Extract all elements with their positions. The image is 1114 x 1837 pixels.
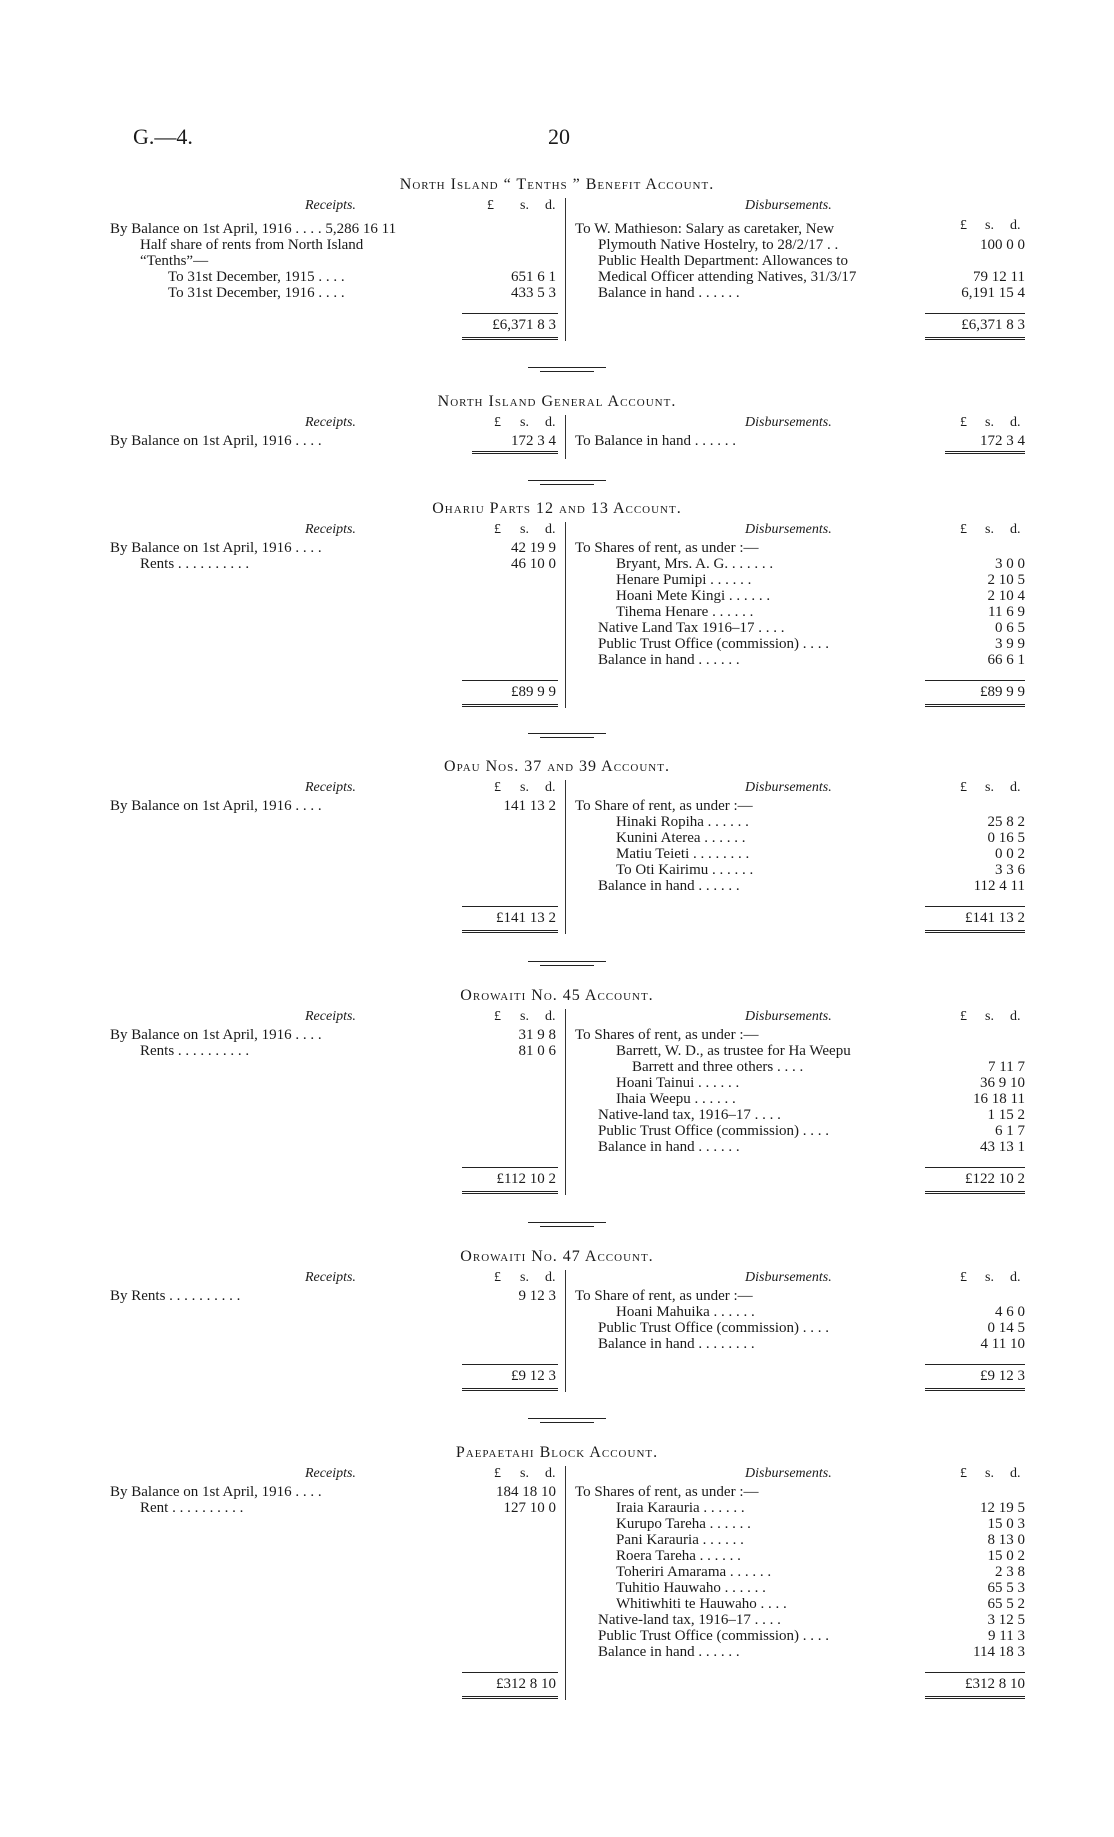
receipt-amount: 81 0 6 <box>518 1043 556 1059</box>
disbursements-money-head: d. <box>1010 415 1021 430</box>
receipts-total-double-rule <box>462 337 558 340</box>
disbursement-amount: 4 11 10 <box>980 1336 1025 1352</box>
disbursement-entry: To W. Mathieson: Salary as caretaker, New <box>575 221 835 237</box>
disbursement-entry: Plymouth Native Hostelry, to 28/2/17 . . <box>598 237 839 253</box>
disbursement-amount: 0 0 2 <box>995 846 1025 862</box>
receipt-amount: 127 10 0 <box>503 1500 556 1516</box>
disbursement-amount: 3 3 6 <box>995 862 1025 878</box>
disbursements-money-head: s. <box>985 522 994 537</box>
disbursement-amount: 11 6 9 <box>988 604 1025 620</box>
disbursement-entry: To Balance in hand . . . . . . <box>575 433 736 449</box>
disbursement-entry: To Shares of rent, as under :— <box>575 1484 759 1500</box>
disbursements-heading: Disbursements. <box>745 522 832 537</box>
disbursement-entry: Balance in hand . . . . . . <box>598 1644 740 1660</box>
disbursement-amount: 0 16 5 <box>987 830 1025 846</box>
disbursements-money-head: d. <box>1010 780 1021 795</box>
receipt-entry: By Balance on 1st April, 1916 . . . . <box>110 798 322 814</box>
disbursement-amount: 79 12 11 <box>973 269 1025 285</box>
column-divider <box>565 198 566 341</box>
receipt-amount: 172 3 4 <box>511 433 556 449</box>
receipt-entry: To 31st December, 1916 . . . . <box>168 285 345 301</box>
disbursements-heading: Disbursements. <box>745 415 832 430</box>
disbursement-entry: Tihema Henare . . . . . . <box>616 604 754 620</box>
receipt-entry: By Balance on 1st April, 1916 . . . . <box>110 540 322 556</box>
receipts-money-head: £ <box>494 415 501 430</box>
disbursement-entry: Pani Karauria . . . . . . <box>616 1532 744 1548</box>
disbursement-entry: Tuhitio Hauwaho . . . . . . <box>616 1580 766 1596</box>
disbursements-total-rule <box>925 680 1025 681</box>
receipts-money-head: d. <box>545 522 556 537</box>
receipts-total-double-rule <box>462 1696 558 1699</box>
disbursements-money-head: £ <box>960 1466 967 1481</box>
disbursement-entry: Barrett, W. D., as trustee for Ha Weepu <box>616 1043 851 1059</box>
receipts-money-head: s. <box>520 1009 529 1024</box>
receipts-total: £6,371 8 3 <box>492 317 556 333</box>
disbursement-amount: 25 8 2 <box>987 814 1025 830</box>
account-title: North Island General Account. <box>437 393 677 410</box>
receipts-money-head: d. <box>545 198 556 213</box>
receipts-money-head: s. <box>520 415 529 430</box>
column-divider <box>565 415 566 459</box>
disbursements-money-head: d. <box>1010 1270 1021 1285</box>
disbursement-amount: 12 19 5 <box>980 1500 1025 1516</box>
receipts-heading: Receipts. <box>305 1466 356 1481</box>
section-separator-short <box>540 484 594 485</box>
receipts-heading: Receipts. <box>305 522 356 537</box>
disbursements-total-double-rule <box>925 704 1025 707</box>
disbursement-amount: 65 5 3 <box>987 1580 1025 1596</box>
disbursements-heading: Disbursements. <box>745 1009 832 1024</box>
disbursement-amount: 2 3 8 <box>995 1564 1025 1580</box>
receipts-total-rule <box>462 906 558 907</box>
disbursements-heading: Disbursements. <box>745 780 832 795</box>
section-separator <box>528 1222 606 1223</box>
disbursement-amount: 112 4 11 <box>973 878 1025 894</box>
disbursements-total: £122 10 2 <box>965 1171 1025 1187</box>
section-separator <box>528 480 606 481</box>
disbursement-amount: 3 12 5 <box>987 1612 1025 1628</box>
disbursements-heading: Disbursements. <box>745 1270 832 1285</box>
disbursement-entry: Balance in hand . . . . . . <box>598 1139 740 1155</box>
section-separator <box>528 1418 606 1419</box>
receipt-entry: Half share of rents from North Island <box>140 237 364 253</box>
disbursement-amount: 0 14 5 <box>987 1320 1025 1336</box>
receipt-amount: 184 18 10 <box>496 1484 556 1500</box>
section-separator <box>528 733 606 734</box>
receipts-total: £312 8 10 <box>496 1676 556 1692</box>
receipts-total-double-rule <box>462 704 558 707</box>
receipt-entry: By Balance on 1st April, 1916 . . . . <box>110 1027 322 1043</box>
disbursements-total: £9 12 3 <box>980 1368 1025 1384</box>
disbursements-total-rule <box>925 1364 1025 1365</box>
receipt-entry: Rents . . . . . . . . . . <box>140 556 250 572</box>
receipts-total: £112 10 2 <box>496 1171 556 1187</box>
receipts-money-head: s. <box>520 198 529 213</box>
disbursement-entry: Public Health Department: Allowances to <box>598 253 848 269</box>
disbursement-entry: Bryant, Mrs. A. G. . . . . . . <box>616 556 774 572</box>
receipts-double-rule <box>472 451 558 454</box>
column-divider <box>565 1270 566 1392</box>
receipts-money-head: d. <box>545 415 556 430</box>
disbursements-total: £89 9 9 <box>980 684 1025 700</box>
disbursement-entry: Toheriri Amarama . . . . . . <box>616 1564 772 1580</box>
section-separator <box>528 367 606 368</box>
disbursement-amount: 1 15 2 <box>987 1107 1025 1123</box>
receipts-total-rule <box>462 1364 558 1365</box>
disbursements-money-head: s. <box>985 1466 994 1481</box>
receipt-amount: 31 9 8 <box>518 1027 556 1043</box>
disbursement-amount: 16 18 11 <box>973 1091 1025 1107</box>
disbursements-money-head: d. <box>1010 218 1021 233</box>
disbursements-total-double-rule <box>925 930 1025 933</box>
receipts-money-head: £ <box>494 522 501 537</box>
disbursement-amount: 0 6 5 <box>995 620 1025 636</box>
receipts-total-rule <box>462 313 558 314</box>
receipts-money-head: d. <box>545 1270 556 1285</box>
disbursement-entry: Whitiwhiti te Hauwaho . . . . <box>616 1596 787 1612</box>
receipt-amount: 42 19 9 <box>511 540 556 556</box>
receipt-amount: 9 12 3 <box>518 1288 556 1304</box>
receipts-money-head: s. <box>520 780 529 795</box>
receipts-heading: Receipts. <box>305 1009 356 1024</box>
disbursements-money-head: £ <box>960 522 967 537</box>
receipts-money-head: s. <box>520 522 529 537</box>
receipts-heading: Receipts. <box>305 198 356 213</box>
disbursements-total-rule <box>925 906 1025 907</box>
receipts-money-head: d. <box>545 1009 556 1024</box>
column-divider <box>565 1466 566 1700</box>
disbursement-amount: 6,191 15 4 <box>961 285 1025 301</box>
receipt-entry: “Tenths”— <box>140 253 209 269</box>
receipt-entry: Rent . . . . . . . . . . <box>140 1500 244 1516</box>
disbursements-money-head: d. <box>1010 1466 1021 1481</box>
disbursement-amount: 100 0 0 <box>980 237 1025 253</box>
disbursement-amount: 6 1 7 <box>995 1123 1025 1139</box>
receipts-total-double-rule <box>462 1191 558 1194</box>
disbursement-entry: Barrett and three others . . . . <box>632 1059 804 1075</box>
disbursement-amount: 43 13 1 <box>980 1139 1025 1155</box>
disbursement-entry: Kurupo Tareha . . . . . . <box>616 1516 751 1532</box>
disbursements-money-head: s. <box>985 1270 994 1285</box>
receipts-total-rule <box>462 1167 558 1168</box>
disbursements-total: £6,371 8 3 <box>961 317 1025 333</box>
disbursement-amount: 65 5 2 <box>987 1596 1025 1612</box>
disbursements-total-double-rule <box>925 1191 1025 1194</box>
section-separator-short <box>540 965 594 966</box>
disbursement-entry: Hinaki Ropiha . . . . . . <box>616 814 749 830</box>
disbursement-amount: 36 9 10 <box>980 1075 1025 1091</box>
disbursement-entry: Hoani Mete Kingi . . . . . . <box>616 588 771 604</box>
disbursement-entry: Native-land tax, 1916–17 . . . . <box>598 1107 781 1123</box>
column-divider <box>565 522 566 708</box>
receipts-total-double-rule <box>462 1388 558 1391</box>
disbursement-entry: Public Trust Office (commission) . . . . <box>598 1123 829 1139</box>
receipts-money-head: £ <box>494 1009 501 1024</box>
receipts-money-head: £ <box>494 780 501 795</box>
receipt-amount: 651 6 1 <box>511 269 556 285</box>
disbursements-total-double-rule <box>925 337 1025 340</box>
disbursements-heading: Disbursements. <box>745 198 832 213</box>
receipt-amount: 46 10 0 <box>511 556 556 572</box>
receipt-entry: Rents . . . . . . . . . . <box>140 1043 250 1059</box>
document-series-code: G.—4. <box>133 124 193 149</box>
disbursements-money-head: £ <box>960 780 967 795</box>
account-title: Paepaetahi Block Account. <box>455 1444 659 1461</box>
disbursements-heading: Disbursements. <box>745 1466 832 1481</box>
account-title: Orowaiti No. 45 Account. <box>460 987 654 1004</box>
disbursements-money-head: £ <box>960 1009 967 1024</box>
disbursement-entry: Matiu Teieti . . . . . . . . <box>616 846 750 862</box>
disbursements-total: £312 8 10 <box>965 1676 1025 1692</box>
disbursement-entry: Roera Tareha . . . . . . <box>616 1548 741 1564</box>
disbursement-entry: Public Trust Office (commission) . . . . <box>598 1628 829 1644</box>
disbursement-amount: 8 13 0 <box>987 1532 1025 1548</box>
receipts-money-head: £ <box>494 1270 501 1285</box>
receipts-total-rule <box>462 680 558 681</box>
receipt-entry: By Balance on 1st April, 1916 . . . . <box>110 433 322 449</box>
receipts-money-head: s. <box>520 1270 529 1285</box>
account-title: Orowaiti No. 47 Account. <box>460 1248 654 1265</box>
disbursement-amount: 15 0 3 <box>987 1516 1025 1532</box>
column-divider <box>565 780 566 934</box>
disbursements-total-rule <box>925 313 1025 314</box>
account-title: Ohariu Parts 12 and 13 Account. <box>432 500 682 517</box>
receipts-total: £141 13 2 <box>496 910 556 926</box>
disbursement-amount: 2 10 4 <box>987 588 1025 604</box>
disbursement-amount: 2 10 5 <box>987 572 1025 588</box>
disbursement-entry: Medical Officer attending Natives, 31/3/17 <box>598 269 857 285</box>
disbursement-amount: 66 6 1 <box>987 652 1025 668</box>
receipts-heading: Receipts. <box>305 415 356 430</box>
section-separator-short <box>540 1226 594 1227</box>
disbursements-money-head: s. <box>985 1009 994 1024</box>
disbursement-entry: To Oti Kairimu . . . . . . <box>616 862 754 878</box>
disbursements-total-double-rule <box>925 1696 1025 1699</box>
section-separator-short <box>540 1422 594 1423</box>
disbursement-entry: Native-land tax, 1916–17 . . . . <box>598 1612 781 1628</box>
disbursement-amount: 172 3 4 <box>980 433 1025 449</box>
disbursements-money-head: d. <box>1010 522 1021 537</box>
receipts-total-double-rule <box>462 930 558 933</box>
disbursement-entry: Public Trust Office (commission) . . . . <box>598 1320 829 1336</box>
receipts-money-head: £ <box>487 198 494 213</box>
disbursement-amount: 7 11 7 <box>988 1059 1025 1075</box>
receipt-entry: By Balance on 1st April, 1916 . . . . 5,286 16 11 <box>110 221 397 237</box>
disbursement-amount: 3 9 9 <box>995 636 1025 652</box>
disbursement-entry: Balance in hand . . . . . . <box>598 878 740 894</box>
disbursements-money-head: s. <box>985 218 994 233</box>
account-title: Opau Nos. 37 and 39 Account. <box>444 758 670 775</box>
disbursement-entry: Kunini Aterea . . . . . . <box>616 830 746 846</box>
disbursements-total-double-rule <box>925 1388 1025 1391</box>
disbursement-amount: 15 0 2 <box>987 1548 1025 1564</box>
receipt-amount: 433 5 3 <box>511 285 556 301</box>
disbursement-entry: Iraia Karauria . . . . . . <box>616 1500 745 1516</box>
disbursement-entry: Balance in hand . . . . . . . . <box>598 1336 755 1352</box>
section-separator <box>528 961 606 962</box>
disbursements-total: £141 13 2 <box>965 910 1025 926</box>
page-number: 20 <box>548 124 570 149</box>
disbursements-money-head: s. <box>985 780 994 795</box>
disbursement-entry: Native Land Tax 1916–17 . . . . <box>598 620 785 636</box>
receipts-money-head: d. <box>545 1466 556 1481</box>
disbursement-amount: 4 6 0 <box>995 1304 1025 1320</box>
receipts-money-head: £ <box>494 1466 501 1481</box>
receipt-amount: 141 13 2 <box>503 798 556 814</box>
disbursement-entry: Henare Pumipi . . . . . . <box>616 572 752 588</box>
receipts-total: £89 9 9 <box>511 684 556 700</box>
section-separator-short <box>540 737 594 738</box>
receipt-entry: By Balance on 1st April, 1916 . . . . <box>110 1484 322 1500</box>
receipts-total-rule <box>462 1672 558 1673</box>
disbursements-money-head: £ <box>960 218 967 233</box>
section-separator-short <box>540 371 594 372</box>
disbursements-money-head: £ <box>960 415 967 430</box>
disbursement-entry: To Share of rent, as under :— <box>575 798 753 814</box>
disbursement-amount: 114 18 3 <box>973 1644 1025 1660</box>
disbursement-entry: To Shares of rent, as under :— <box>575 1027 759 1043</box>
column-divider <box>565 1009 566 1195</box>
disbursement-amount: 9 11 3 <box>988 1628 1025 1644</box>
disbursement-entry: Hoani Mahuika . . . . . . <box>616 1304 755 1320</box>
receipts-heading: Receipts. <box>305 1270 356 1285</box>
receipts-money-head: d. <box>545 780 556 795</box>
disbursements-money-head: £ <box>960 1270 967 1285</box>
disbursements-total-rule <box>925 1167 1025 1168</box>
disbursement-entry: Ihaia Weepu . . . . . . <box>616 1091 736 1107</box>
receipt-entry: To 31st December, 1915 . . . . <box>168 269 345 285</box>
disbursement-entry: Public Trust Office (commission) . . . . <box>598 636 829 652</box>
disbursements-money-head: d. <box>1010 1009 1021 1024</box>
disbursements-double-rule <box>945 451 1025 454</box>
receipts-money-head: s. <box>520 1466 529 1481</box>
disbursement-entry: To Shares of rent, as under :— <box>575 540 759 556</box>
disbursement-entry: Balance in hand . . . . . . <box>598 285 740 301</box>
disbursements-total-rule <box>925 1672 1025 1673</box>
disbursement-amount: 3 0 0 <box>995 556 1025 572</box>
disbursements-money-head: s. <box>985 415 994 430</box>
account-title: North Island “ Tenths ” Benefit Account. <box>399 176 715 193</box>
receipts-total: £9 12 3 <box>511 1368 556 1384</box>
receipts-heading: Receipts. <box>305 780 356 795</box>
disbursement-entry: To Share of rent, as under :— <box>575 1288 753 1304</box>
disbursement-entry: Balance in hand . . . . . . <box>598 652 740 668</box>
disbursement-entry: Hoani Tainui . . . . . . <box>616 1075 740 1091</box>
receipt-entry: By Rents . . . . . . . . . . <box>110 1288 241 1304</box>
